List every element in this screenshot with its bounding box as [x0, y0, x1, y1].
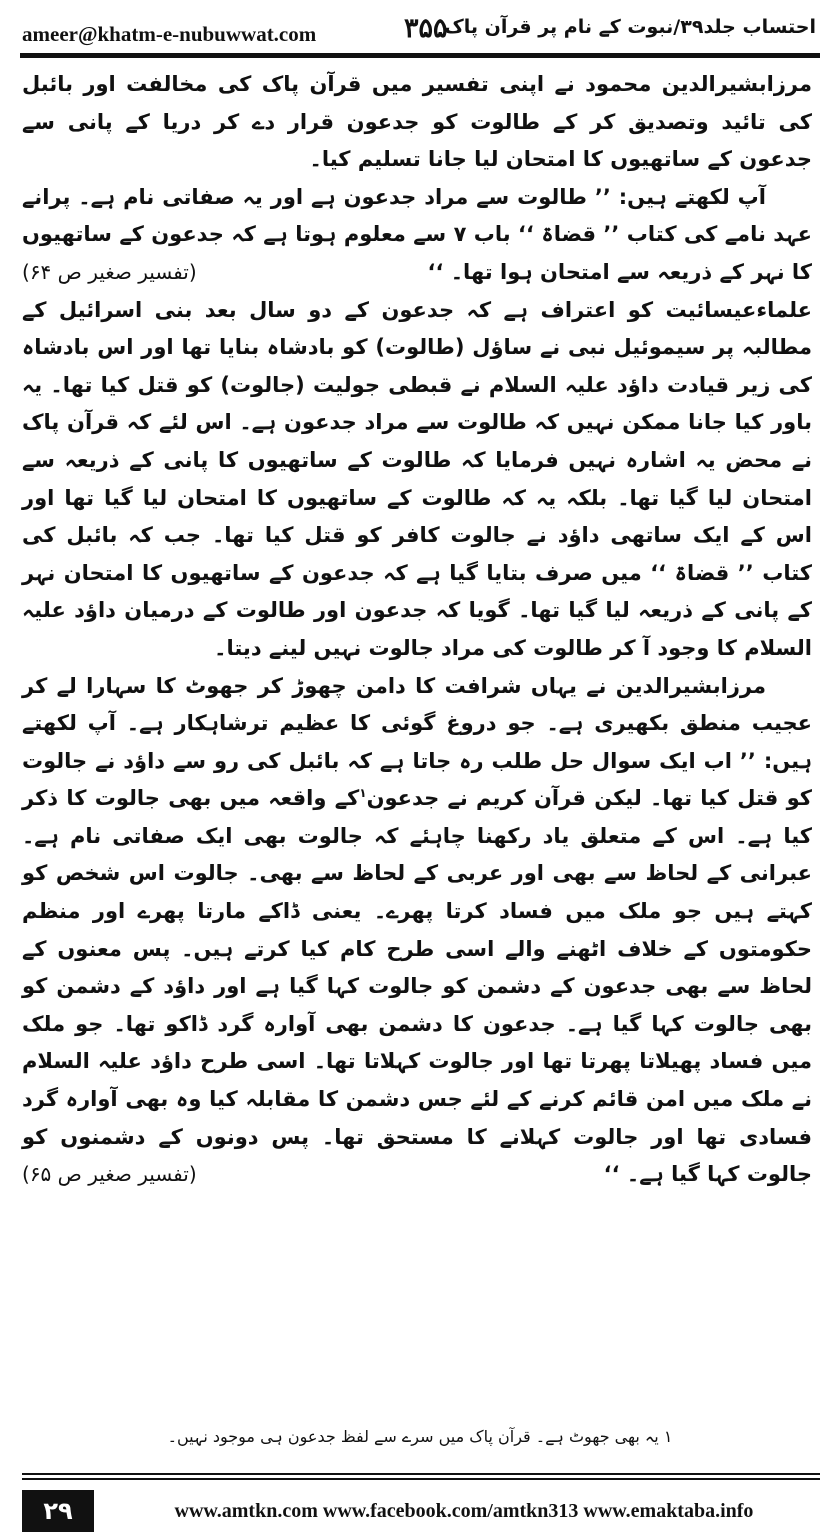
paragraph-3: علماءعیسائیت کو اعتراف ہے کہ جدعون کے دو سال بعد بنی اسرائیل کے مطالبہ پر سیموئیل نبی نے ساؤل (طالوت) کو بادشاہ بنایا تھا اور اس بادشاہ کی زیر قیادت داؤد علیہ السلام نے قبطی جولیت (جالوت) کو قتل کیا تھا۔ یہ باور کیا جانا ممکن نہیں کہ طالوت سے مراد جدعون ہے۔ اس لئے کہ قرآن پاک نے محض یہ اشارہ نہیں فرمایا کہ طالوت کے ساتھیوں کا پانی کے ذریعہ سے امتحان لیا گیا تھا۔ بلکہ یہ کہ طالوت کے ساتھیوں کا امتحان لیا گیا تھا اور اس کے ایک ساتھی داؤد نے جالوت کافر کو قتل کیا تھا۔ جب کہ بائبل کی کتاب ’’ قضاۃ ‘‘ میں صرف بتایا گیا ہے کہ جدعون کے ساتھیوں کا امتحان نہر کے پانی کے ذریعہ لیا گیا تھا۔ گویا کہ جدعون اور طالوت کے درمیان داؤد علیہ السلام کا وجود آ کر طالوت کی مراد جالوت نہیں لینے دیتا۔: [22, 297, 812, 660]
footer-rule-bottom: [22, 1478, 820, 1480]
paragraph-4: [22, 668, 812, 1194]
reference-2: (تفسیر صغیر ص ۶۵): [22, 1162, 197, 1187]
header-title: احتساب جلد۳۹/نبوت کے نام پر قرآن پاک: [444, 16, 816, 38]
page-header: [20, 0, 820, 50]
footer-page-number: ۲۹: [22, 1490, 94, 1532]
footer-urls: www.amtkn.com www.facebook.com/amtkn313 www.emaktaba.info: [174, 1500, 754, 1522]
footer-rule-top: [22, 1473, 820, 1475]
footnote-marker: ۱: [359, 786, 367, 801]
paragraph-4-text: مرزابشیرالدین نے یہاں شرافت کا دامن چھوڑ کر جھوٹ کا سہارا لے کر عجیب منطق بکھیری ہے۔ جو دروغ گوئی کا عظیم ترشاہکار ہے۔ آپ لکھتے ہیں: ’’ اب ایک سوال حل طلب رہ جاتا ہے کہ بائبل کی رو سے داؤد نے جالوت کو قتل کیا تھا۔ لیکن قرآن کریم نے جدعون: [22, 673, 812, 811]
paragraph-1: مرزابشیرالدین محمود نے اپنی تفسیر میں قرآن پاک کی مخالفت اور بائبل کی تائید وتصدیق کر کے طالوت کو جدعون قرار دے کر دریا کے پانی سے جدعون کے ساتھیوں کا امتحان لیا جانا تسلیم کیا۔: [22, 72, 812, 172]
body-text: [22, 66, 812, 1194]
paragraph-2-text: آپ لکھتے ہیں: ’’ طالوت سے مراد جدعون ہے اور یہ صفاتی نام ہے۔ پرانے عہد نامے کی کتاب ’’ قضاۃ ‘‘ باب ۷ سے معلوم ہوتا ہے کہ جدعون کے ساتھیوں کا نہر کے ذریعہ سے امتحان ہوا تھا۔ ‘‘: [22, 184, 813, 284]
header-page-number: ۳۵۵: [404, 13, 448, 44]
footnote: ۱ یہ بھی جھوٹ ہے۔ قرآن پاک میں سرے سے لفظ جدعون ہی موجود نہیں۔: [167, 1427, 673, 1446]
paragraph-2: [22, 179, 812, 292]
reference-1: (تفسیر صغیر ص ۶۴): [22, 259, 197, 284]
header-rule: [20, 53, 820, 58]
header-email: ameer@khatm-e-nubuwwat.com: [22, 22, 317, 46]
paragraph-4-text-cont: کے واقعہ میں بھی جالوت کا ذکر کیا ہے۔ اس کے متعلق یاد رکھنا چاہئے کہ جالوت بھی ایک صفاتی نام ہے۔ عبرانی کے لحاظ سے بھی اور عربی کے لحاظ سے بھی۔ جالوت اس شخص کو کہتے ہیں جو ملک میں فساد کرتا پھرے۔ یعنی ڈاکے مارتا پھرے اور منظم حکومتوں کے خلاف اٹھنے والے اسی طرح کام کیا کرتے ہیں۔ پس معنوں کے لحاظ سے بھی جدعون کے دشمن کو جالوت کہا گیا ہے اور داؤد کے دشمن کو بھی جالوت کہا گیا ہے۔ جدعون کا دشمن بھی آوارہ گرد ڈاکو تھا۔ جو ملک میں فساد پھیلاتا پھرتا تھا اور جالوت کہلاتا تھا۔ اسی طرح داؤد علیہ السلام نے ملک میں امن قائم کرنے کے لئے جس دشمن کا مقابلہ کیا وہ بھی آوارہ گرد فسادی تھا اور جالوت کہلانے کا مستحق تھا۔ پس دونوں کے دشمنوں کو جالوت کہا گیا ہے۔ ‘‘: [22, 786, 812, 1187]
